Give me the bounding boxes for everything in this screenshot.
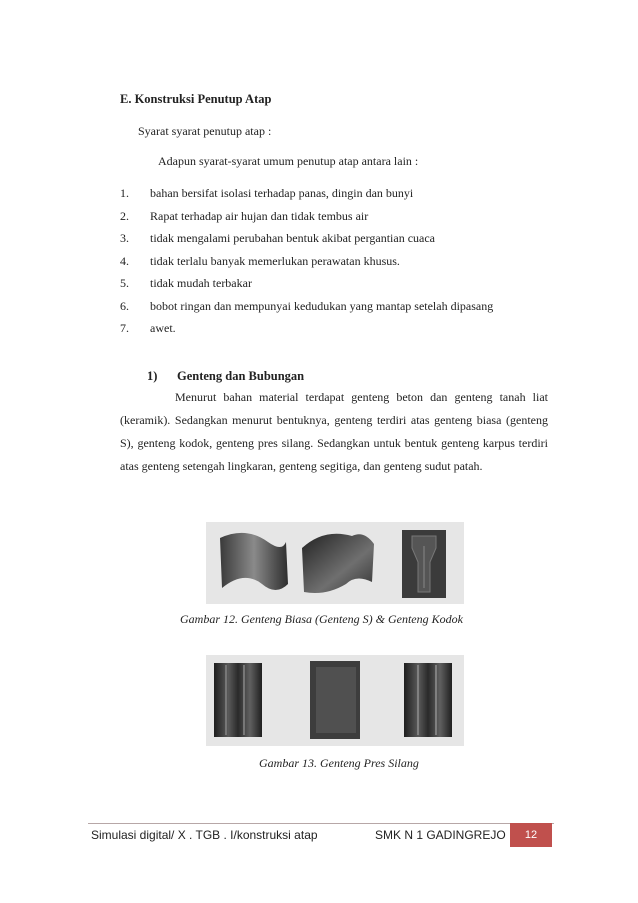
list-number: 7.: [120, 321, 129, 335]
section-heading: E. Konstruksi Penutup Atap: [120, 92, 272, 106]
requirements-list: [120, 186, 493, 344]
list-item: [120, 254, 493, 277]
list-text: bobot ringan dan mempunyai kedudukan yang mantap setelah dipasang: [150, 298, 494, 313]
list-item: [120, 209, 493, 232]
page-number-badge: 12: [510, 823, 552, 847]
subsection-number: 1): [147, 369, 158, 383]
list-number: 2.: [120, 208, 129, 223]
list-text: bahan bersifat isolasi terhadap panas, dingin dan bunyi: [150, 186, 414, 200]
list-text: Rapat terhadap air hujan dan tidak tembus air: [150, 208, 369, 223]
footer-course-label: Simulasi digital/ X . TGB . I/konstruksi atap: [91, 828, 318, 842]
list-item: [120, 231, 493, 254]
figure-13-caption: Gambar 13. Genteng Pres Silang: [259, 756, 419, 770]
subsection-title: [147, 369, 304, 384]
footer-divider: [88, 823, 554, 824]
list-number: 5.: [120, 276, 129, 290]
tile-illustration: [206, 655, 464, 746]
list-item: [120, 321, 493, 344]
list-item: [120, 186, 493, 209]
figure-12-caption: Gambar 12. Genteng Biasa (Genteng S) & Genteng Kodok: [180, 612, 463, 626]
list-text: tidak mengalami perubahan bentuk akibat pergantian cuaca: [150, 231, 435, 245]
list-number: 3.: [120, 231, 129, 245]
list-number: 1.: [120, 186, 129, 200]
list-text: tidak terlalu banyak memerlukan perawatan khusus.: [150, 253, 400, 268]
subsection-label: Genteng dan Bubungan: [177, 369, 305, 383]
figure-genteng-pres-silang: [206, 655, 464, 746]
list-number: 4.: [120, 253, 129, 268]
list-text: tidak mudah terbakar: [150, 276, 252, 290]
figure-genteng-s-kodok: [206, 522, 464, 604]
intro-text: Adapun syarat-syarat umum penutup atap antara lain :: [158, 154, 419, 168]
list-number: 6.: [120, 298, 129, 313]
list-item: [120, 276, 493, 299]
sub-heading: Syarat syarat penutup atap :: [138, 124, 272, 138]
list-text: awet.: [150, 321, 176, 335]
list-item: [120, 299, 493, 322]
tile-illustration: [206, 522, 464, 604]
body-paragraph: Menurut bahan material terdapat genteng beton dan genteng tanah liat (keramik). Sedangkan menurut bentuknya, genteng terdiri atas genteng biasa (genteng S), genteng kodok, genteng pres silang. Sedangkan untuk bentuk genteng karpus terdiri atas genteng setengah lingkaran, genteng segitiga, dan genteng sudut patah.: [120, 390, 548, 473]
footer-school-name: SMK N 1 GADINGREJO: [375, 828, 506, 842]
